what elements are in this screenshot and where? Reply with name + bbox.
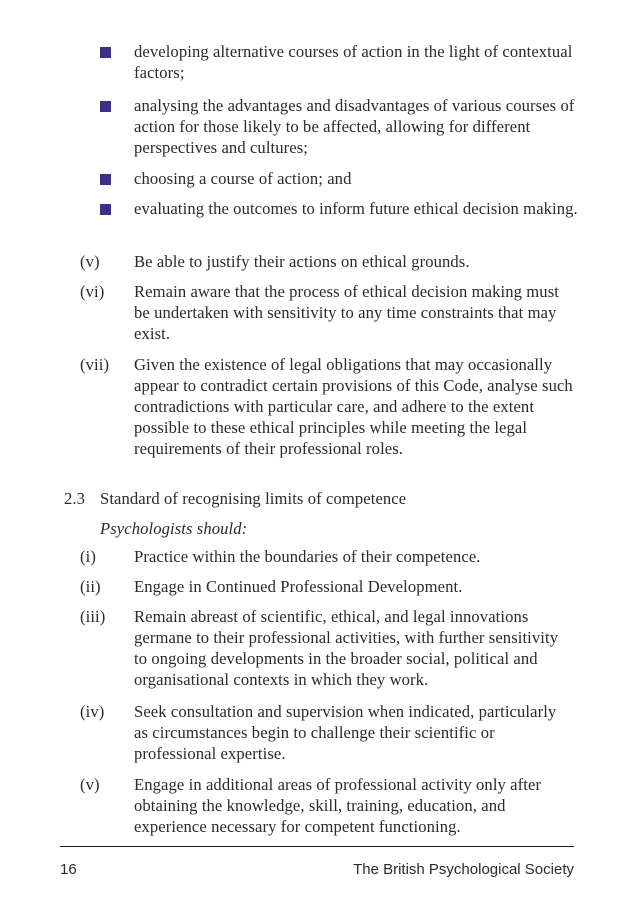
item-label: (vii) bbox=[80, 355, 110, 374]
item-label: (iv) bbox=[80, 702, 105, 721]
bullet-text: analysing the advantages and disadvantages of various courses of action for those likely to be affected, allowing for different perspectives and cultures; bbox=[134, 96, 575, 157]
section-number: 2.3 bbox=[64, 489, 86, 508]
bullet-text: choosing a course of action; and bbox=[134, 169, 352, 188]
square-bullet-icon bbox=[100, 204, 111, 215]
item-label: (v) bbox=[80, 775, 100, 794]
square-bullet-icon bbox=[100, 174, 111, 185]
section-intro: Psychologists should: bbox=[100, 519, 248, 538]
square-bullet-icon bbox=[100, 47, 111, 58]
item-text: Given the existence of legal obligations that may occasionally appear to contradict certain provisions of this Code, analyse such contradictions with particular care, and adhere to the extent possible to these ethical principles while meeting the legal requirements of their professional roles. bbox=[134, 355, 573, 458]
item-label: (i) bbox=[80, 547, 96, 566]
bullet-text: evaluating the outcomes to inform future ethical decision making. bbox=[134, 199, 578, 218]
item-text: Engage in Continued Professional Development. bbox=[134, 577, 463, 596]
item-text: Remain abreast of scientific, ethical, and legal innovations germane to their professional activities, with further sensitivity to ongoing developments in the broader social, political and organisational contexts in which they work. bbox=[134, 607, 559, 689]
item-text: Be able to justify their actions on ethical grounds. bbox=[134, 252, 470, 271]
item-text: Seek consultation and supervision when indicated, particularly as circumstances begin to challenge their scientific or professional expertise. bbox=[134, 702, 557, 763]
square-bullet-icon bbox=[100, 101, 111, 112]
item-label: (iii) bbox=[80, 607, 106, 626]
bullet-text: developing alternative courses of action in the light of contextual factors; bbox=[134, 42, 573, 82]
page-number: 16 bbox=[60, 861, 77, 878]
section-title: Standard of recognising limits of competence bbox=[100, 489, 407, 508]
footer-divider bbox=[60, 846, 574, 847]
item-label: (v) bbox=[80, 252, 100, 271]
item-text: Remain aware that the process of ethical decision making must be undertaken with sensitivity to any time constraints that may exist. bbox=[134, 282, 559, 343]
item-text: Engage in additional areas of professional activity only after obtaining the knowledge, skill, training, education, and experience necessary for competent functioning. bbox=[134, 775, 542, 836]
item-text: Practice within the boundaries of their competence. bbox=[134, 547, 481, 566]
item-label: (ii) bbox=[80, 577, 101, 596]
item-label: (vi) bbox=[80, 282, 105, 301]
footer-organisation: The British Psychological Society bbox=[353, 861, 574, 878]
